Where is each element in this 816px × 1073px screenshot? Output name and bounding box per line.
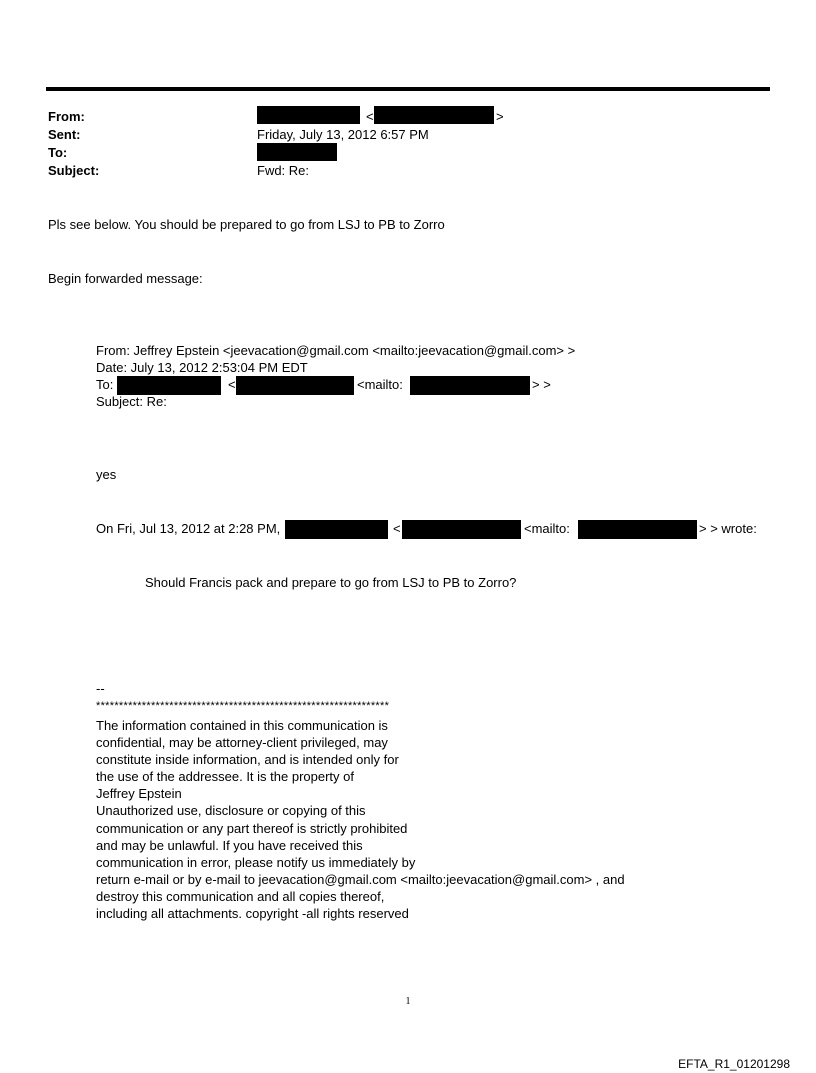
- redacted-block: [257, 143, 337, 161]
- redacted-block: [578, 520, 697, 539]
- signature-dashes: --: [96, 681, 105, 696]
- forwarded-to-end: > >: [532, 377, 551, 392]
- redacted-block: [410, 376, 530, 395]
- disclaimer-line: and may be unlawful. If you have received this: [96, 837, 363, 853]
- redacted-block: [402, 520, 521, 539]
- forwarded-to-lt: <: [228, 377, 236, 392]
- disclaimer-line: destroy this communication and all copies thereof,: [96, 888, 385, 904]
- reply-text: yes: [96, 467, 117, 482]
- sent-value: Friday, July 13, 2012 6:57 PM: [257, 127, 429, 142]
- redacted-block: [257, 106, 360, 124]
- disclaimer-line: constitute inside information, and is intended only for: [96, 752, 399, 768]
- forwarded-subject-line: Subject: Re:: [96, 394, 167, 409]
- forwarded-to-mailto: <mailto:: [357, 377, 403, 392]
- from-lt: <: [366, 109, 374, 124]
- disclaimer-line: Unauthorized use, disclosure or copying of this: [96, 803, 366, 819]
- disclaimer-line: communication or any part thereof is strictly prohibited: [96, 820, 408, 836]
- header-rule: [46, 87, 770, 91]
- quoted-question: Should Francis pack and prepare to go from LSJ to PB to Zorro?: [145, 575, 517, 590]
- quote-lt: <: [393, 521, 401, 536]
- disclaimer-line: The information contained in this communication is: [96, 718, 388, 733]
- subject-value: Fwd: Re:: [257, 163, 310, 178]
- disclaimer-block: [96, 717, 625, 922]
- quote-end: > > wrote:: [699, 521, 757, 536]
- subject-label: Subject:: [48, 163, 100, 178]
- disclaimer-line: Jeffrey Epstein: [96, 786, 182, 802]
- redacted-block: [236, 376, 354, 395]
- sent-label: Sent:: [48, 127, 81, 142]
- begin-forwarded-text: Begin forwarded message:: [48, 271, 203, 286]
- disclaimer-line: including all attachments. copyright -all rights reserved: [96, 906, 409, 922]
- disclaimer-line: return e-mail or by e-mail to jeevacation@gmail.com <mailto:jeevacation@gmail.com> , and: [96, 871, 625, 887]
- page-number: 1: [405, 996, 411, 1007]
- document-id: EFTA_R1_01201298: [678, 1057, 790, 1071]
- redacted-block: [285, 520, 388, 539]
- disclaimer-line: communication in error, please notify us immediately by: [96, 854, 416, 870]
- forwarded-date-line: Date: July 13, 2012 2:53:04 PM EDT: [96, 360, 308, 375]
- intro-text: Pls see below. You should be prepared to go from LSJ to PB to Zorro: [48, 217, 445, 232]
- disclaimer-line: confidential, may be attorney-client privileged, may: [96, 735, 388, 751]
- quote-prefix: On Fri, Jul 13, 2012 at 2:28 PM,: [96, 521, 281, 536]
- forwarded-from-line: From: Jeffrey Epstein <jeevacation@gmail.com <mailto:jeevacation@gmail.com> >: [96, 343, 576, 358]
- from-gt: >: [496, 109, 504, 124]
- redacted-block: [374, 106, 494, 124]
- to-label: To:: [48, 145, 68, 160]
- quote-mailto: <mailto:: [524, 521, 570, 536]
- from-label: From:: [48, 109, 85, 124]
- signature-stars: ****************************************************************: [96, 700, 390, 712]
- disclaimer-line: the use of the addressee. It is the property of: [96, 769, 354, 785]
- redacted-block: [117, 376, 221, 395]
- forwarded-to-label: To:: [96, 377, 114, 392]
